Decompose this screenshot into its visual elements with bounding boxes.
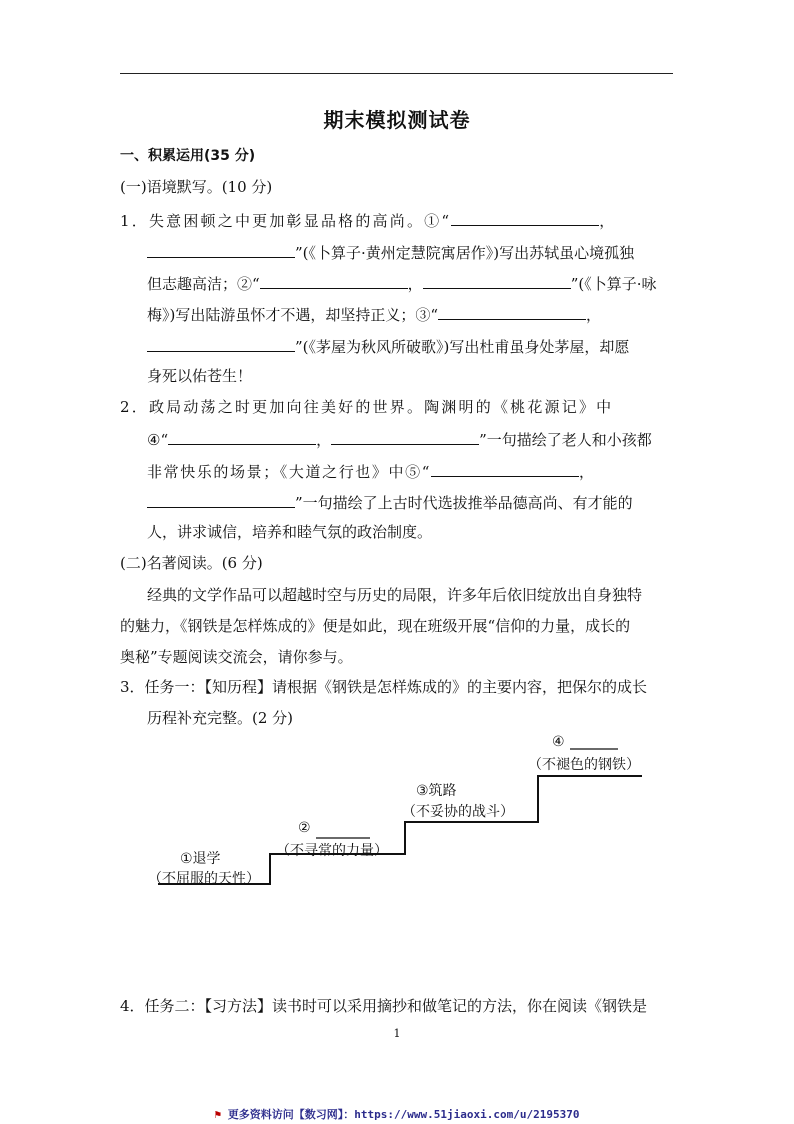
part-heading: (二)名著阅读。(6 分)	[120, 554, 263, 572]
flag-icon: ⚑	[214, 1108, 222, 1121]
header-rule	[120, 73, 673, 74]
answer-blank[interactable]	[423, 272, 571, 289]
step-2-title: ②	[298, 820, 311, 836]
answer-blank[interactable]	[147, 491, 295, 508]
answer-blank[interactable]	[431, 460, 579, 477]
footer-link[interactable]	[0, 1106, 794, 1122]
answer-blank[interactable]	[260, 272, 408, 289]
question-1-line: ”(《卜算子·黄州定慧院寓居作》)写出苏轼虽心境孤独	[147, 241, 634, 263]
step-3-title: ③筑路	[416, 783, 457, 799]
intro-paragraph: 经典的文学作品可以超越时空与历史的局限，许多年后依旧绽放出自身独特	[147, 586, 643, 604]
question-1-line: 1．失意困顿之中更加彰显品格的高尚。①“ ，	[120, 209, 616, 231]
question-2-line: ”一句描绘了上古时代选拔推举品德高尚、有才能的	[147, 491, 633, 513]
part-heading: (一)语境默写。(10 分)	[120, 178, 273, 196]
step-1-subtitle: （不屈服的天性）	[148, 871, 260, 887]
question-4-line: 4．任务二：【习方法】读书时可以采用摘抄和做笔记的方法，你在阅读《钢铁是	[120, 997, 648, 1015]
question-3-line: 3．任务一：【知历程】请根据《钢铁是怎样炼成的》的主要内容，把保尔的成长	[120, 678, 648, 696]
answer-blank[interactable]	[331, 428, 479, 445]
answer-blank[interactable]	[147, 335, 295, 352]
step-1-title: ①退学	[180, 851, 221, 867]
question-2-line: ④“ ， ”一句描绘了老人和小孩都	[147, 428, 652, 450]
question-1-line: ”(《茅屋为秋风所破歌》)写出杜甫虽身处茅屋，却愿	[147, 335, 629, 357]
question-2-line: 人，讲求诚信，培养和睦气氛的政治制度。	[147, 523, 433, 541]
step-2-subtitle: （不寻常的力量）	[276, 843, 388, 859]
answer-blank[interactable]	[168, 428, 316, 445]
answer-blank[interactable]	[451, 209, 599, 226]
question-2-line: 非常快乐的场景；《大道之行也》中⑤“ ，	[147, 460, 596, 482]
intro-paragraph: 奥秘”专题阅读交流会，请你参与。	[120, 648, 353, 666]
question-2-line: 2．政局动荡之时更加向往美好的世界。陶渊明的《桃花源记》中	[120, 398, 614, 416]
footer-text: 更多资料访问【数习网】：https://www.51jiaoxi.com/u/2195370	[227, 1108, 580, 1121]
answer-blank[interactable]	[147, 241, 295, 258]
intro-paragraph: 的魅力，《钢铁是怎样炼成的》便是如此，现在班级开展“信仰的力量，成长的	[120, 617, 631, 635]
answer-blank[interactable]	[438, 303, 586, 320]
step-4-title: ④	[552, 734, 565, 750]
question-1-line: 但志趣高洁；②“ ， ”(《卜算子·咏	[147, 272, 656, 294]
section-heading: 一、积累运用(35 分)	[120, 148, 256, 164]
step-3-subtitle: （不妥协的战斗）	[402, 804, 514, 820]
page-number: 1	[393, 1027, 401, 1040]
question-3-line: 历程补充完整。(2 分)	[147, 709, 294, 727]
question-1-line: 身死以佑苍生！	[147, 367, 253, 385]
step-4-subtitle: （不褪色的钢铁）	[528, 757, 640, 773]
question-1-line: 梅》)写出陆游虽怀才不遇，却坚持正义；③“ ，	[147, 303, 601, 325]
page-title: 期末模拟测试卷	[323, 108, 471, 132]
